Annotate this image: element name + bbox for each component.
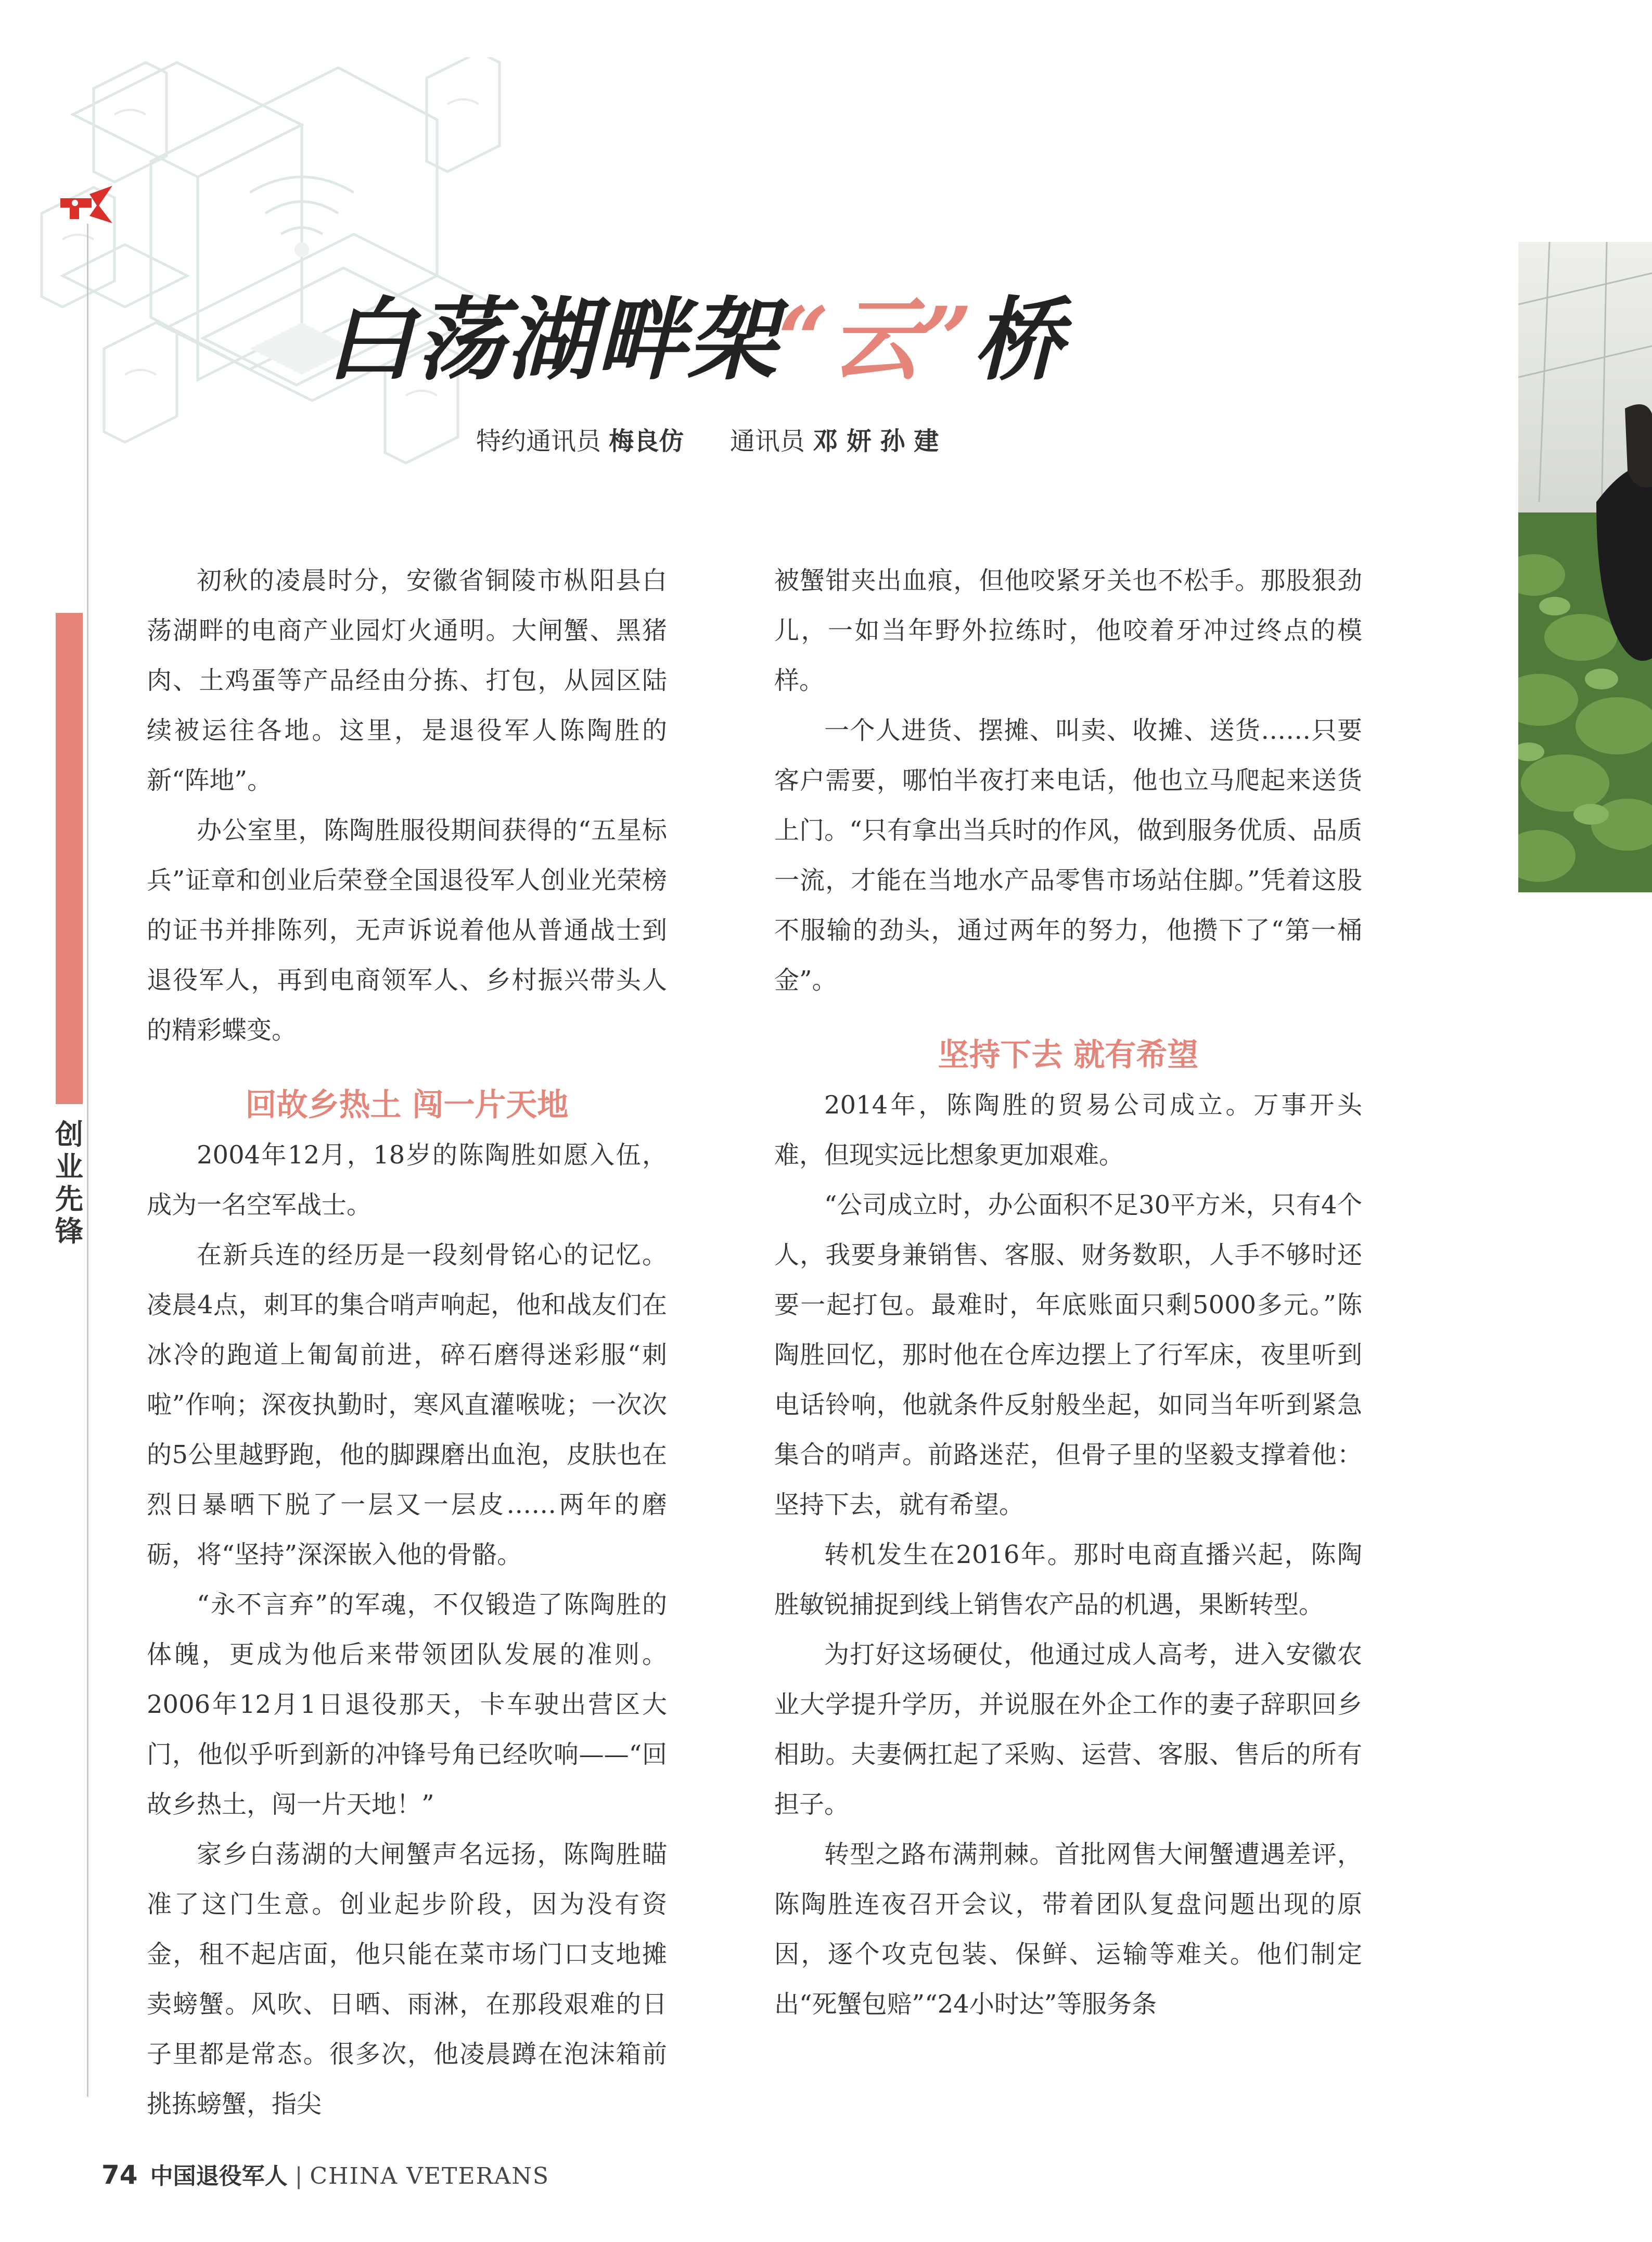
title-accent: “云”	[778, 287, 974, 392]
page-number: 74	[101, 2160, 138, 2190]
article-column-right	[774, 556, 1362, 2029]
paragraph: 被蟹钳夹出血痕，但他咬紧牙关也不松手。那股狠劲儿，一如当年野外拉练时，他咬着牙冲过终点的模样。	[774, 566, 1362, 695]
section-tag-char: 业	[55, 1150, 83, 1183]
section-logo-icon	[58, 185, 116, 226]
paragraph: 家乡白荡湖的大闸蟹声名远扬，陈陶胜瞄准了这门生意。创业起步阶段，因为没有资金，租不起店面，他只能在菜市场门口支地摊卖螃蟹。风吹、日晒、雨淋，在那段艰难的日子里都是常态。很多次，他凌晨蹲在泡沫箱前挑拣螃蟹，指尖	[147, 1840, 667, 2119]
magazine-name-english: CHINA VETERANS	[310, 2163, 550, 2189]
section-tag	[51, 1119, 87, 1248]
paragraph: 2014年，陈陶胜的贸易公司成立。万事开头难，但现实远比想象更加艰难。	[774, 1091, 1362, 1170]
subheading: 回故乡热土 闯一片天地	[245, 1087, 569, 1123]
article-title	[325, 285, 1064, 394]
greenhouse-photo	[1518, 242, 1652, 892]
byline-author: 梅良仿	[609, 427, 684, 456]
byline-author: 邓 妍 孙 建	[813, 427, 939, 456]
paragraph: 一个人进货、摆摊、叫卖、收摊、送货……只要客户需要，哪怕半夜打来电话，他也立马爬起来送货上门。“只有拿出当兵时的作风，做到服务优质、品质一流，才能在当地水产品零售市场站住脚。”凭着这股不服输的劲头，通过两年的努力，他攒下了“第一桶金”。	[774, 716, 1362, 995]
byline	[476, 425, 939, 458]
paragraph: “公司成立时，办公面积不足30平方米，只有4个人，我要身兼销售、客服、财务数职，人手不够时还要一起打包。最难时，年底账面只剩5000多元。”陈陶胜回忆，那时他在仓库边摆上了行军床，夜里听到电话铃响，他就条件反射般坐起，如同当年听到紧急集合的哨声。前路迷茫，但骨子里的坚毅支撑着他：坚持下去，就有希望。	[774, 1190, 1362, 1519]
footer-separator: |	[294, 2163, 303, 2189]
magazine-name: 中国退役军人	[150, 2163, 288, 2189]
byline-role: 通讯员	[729, 427, 805, 456]
paragraph: 办公室里，陈陶胜服役期间获得的“五星标兵”证章和创业后荣登全国退役军人创业光荣榜的证书并排陈列，无声诉说着他从普通战士到退役军人，再到电商领军人、乡村振兴带头人的精彩蝶变。	[147, 816, 667, 1045]
section-tag-char: 创	[55, 1118, 83, 1151]
title-text: 白荡湖畔架	[325, 287, 778, 392]
page-footer	[101, 2159, 549, 2192]
subheading: 坚持下去 就有希望	[938, 1037, 1199, 1073]
article-column-left	[147, 556, 667, 2129]
title-text-end: 桥	[973, 287, 1064, 392]
byline-role: 特约通讯员	[476, 427, 601, 456]
section-tag-char: 锋	[55, 1215, 83, 1248]
paragraph: “永不言弃”的军魂，不仅锻造了陈陶胜的体魄，更成为他后来带领团队发展的准则。2006年12月1日退役那天，卡车驶出营区大门，他似乎听到新的冲锋号角已经吹响——“回故乡热土，闯一片天地！”	[147, 1590, 667, 1819]
section-color-bar	[56, 613, 83, 1104]
paragraph: 初秋的凌晨时分，安徽省铜陵市枞阳县白荡湖畔的电商产业园灯火通明。大闸蟹、黑猪肉、土鸡蛋等产品经由分拣、打包，从园区陆续被运往各地。这里，是退役军人陈陶胜的新“阵地”。	[147, 566, 667, 795]
paragraph: 转型之路布满荆棘。首批网售大闸蟹遭遇差评，陈陶胜连夜召开会议，带着团队复盘问题出现的原因，逐个攻克包装、保鲜、运输等难关。他们制定出“死蟹包赔”“24小时达”等服务条	[774, 1840, 1362, 2019]
section-tag-char: 先	[55, 1183, 83, 1215]
paragraph: 为打好这场硬仗，他通过成人高考，进入安徽农业大学提升学历，并说服在外企工作的妻子辞职回乡相助。夫妻俩扛起了采购、运营、客服、售后的所有担子。	[774, 1640, 1362, 1819]
paragraph: 转机发生在2016年。那时电商直播兴起，陈陶胜敏锐捕捉到线上销售农产品的机遇，果断转型。	[774, 1540, 1362, 1619]
paragraph: 2004年12月，18岁的陈陶胜如愿入伍，成为一名空军战士。	[147, 1141, 667, 1220]
paragraph: 在新兵连的经历是一段刻骨铭心的记忆。凌晨4点，刺耳的集合哨声响起，他和战友们在冰冷的跑道上匍匐前进，碎石磨得迷彩服“刺啦”作响；深夜执勤时，寒风直灌喉咙；一次次的5公里越野跑，他的脚踝磨出血泡，皮肤也在烈日暴晒下脱了一层又一层皮……两年的磨砺，将“坚持”深深嵌入他的骨骼。	[147, 1240, 667, 1569]
